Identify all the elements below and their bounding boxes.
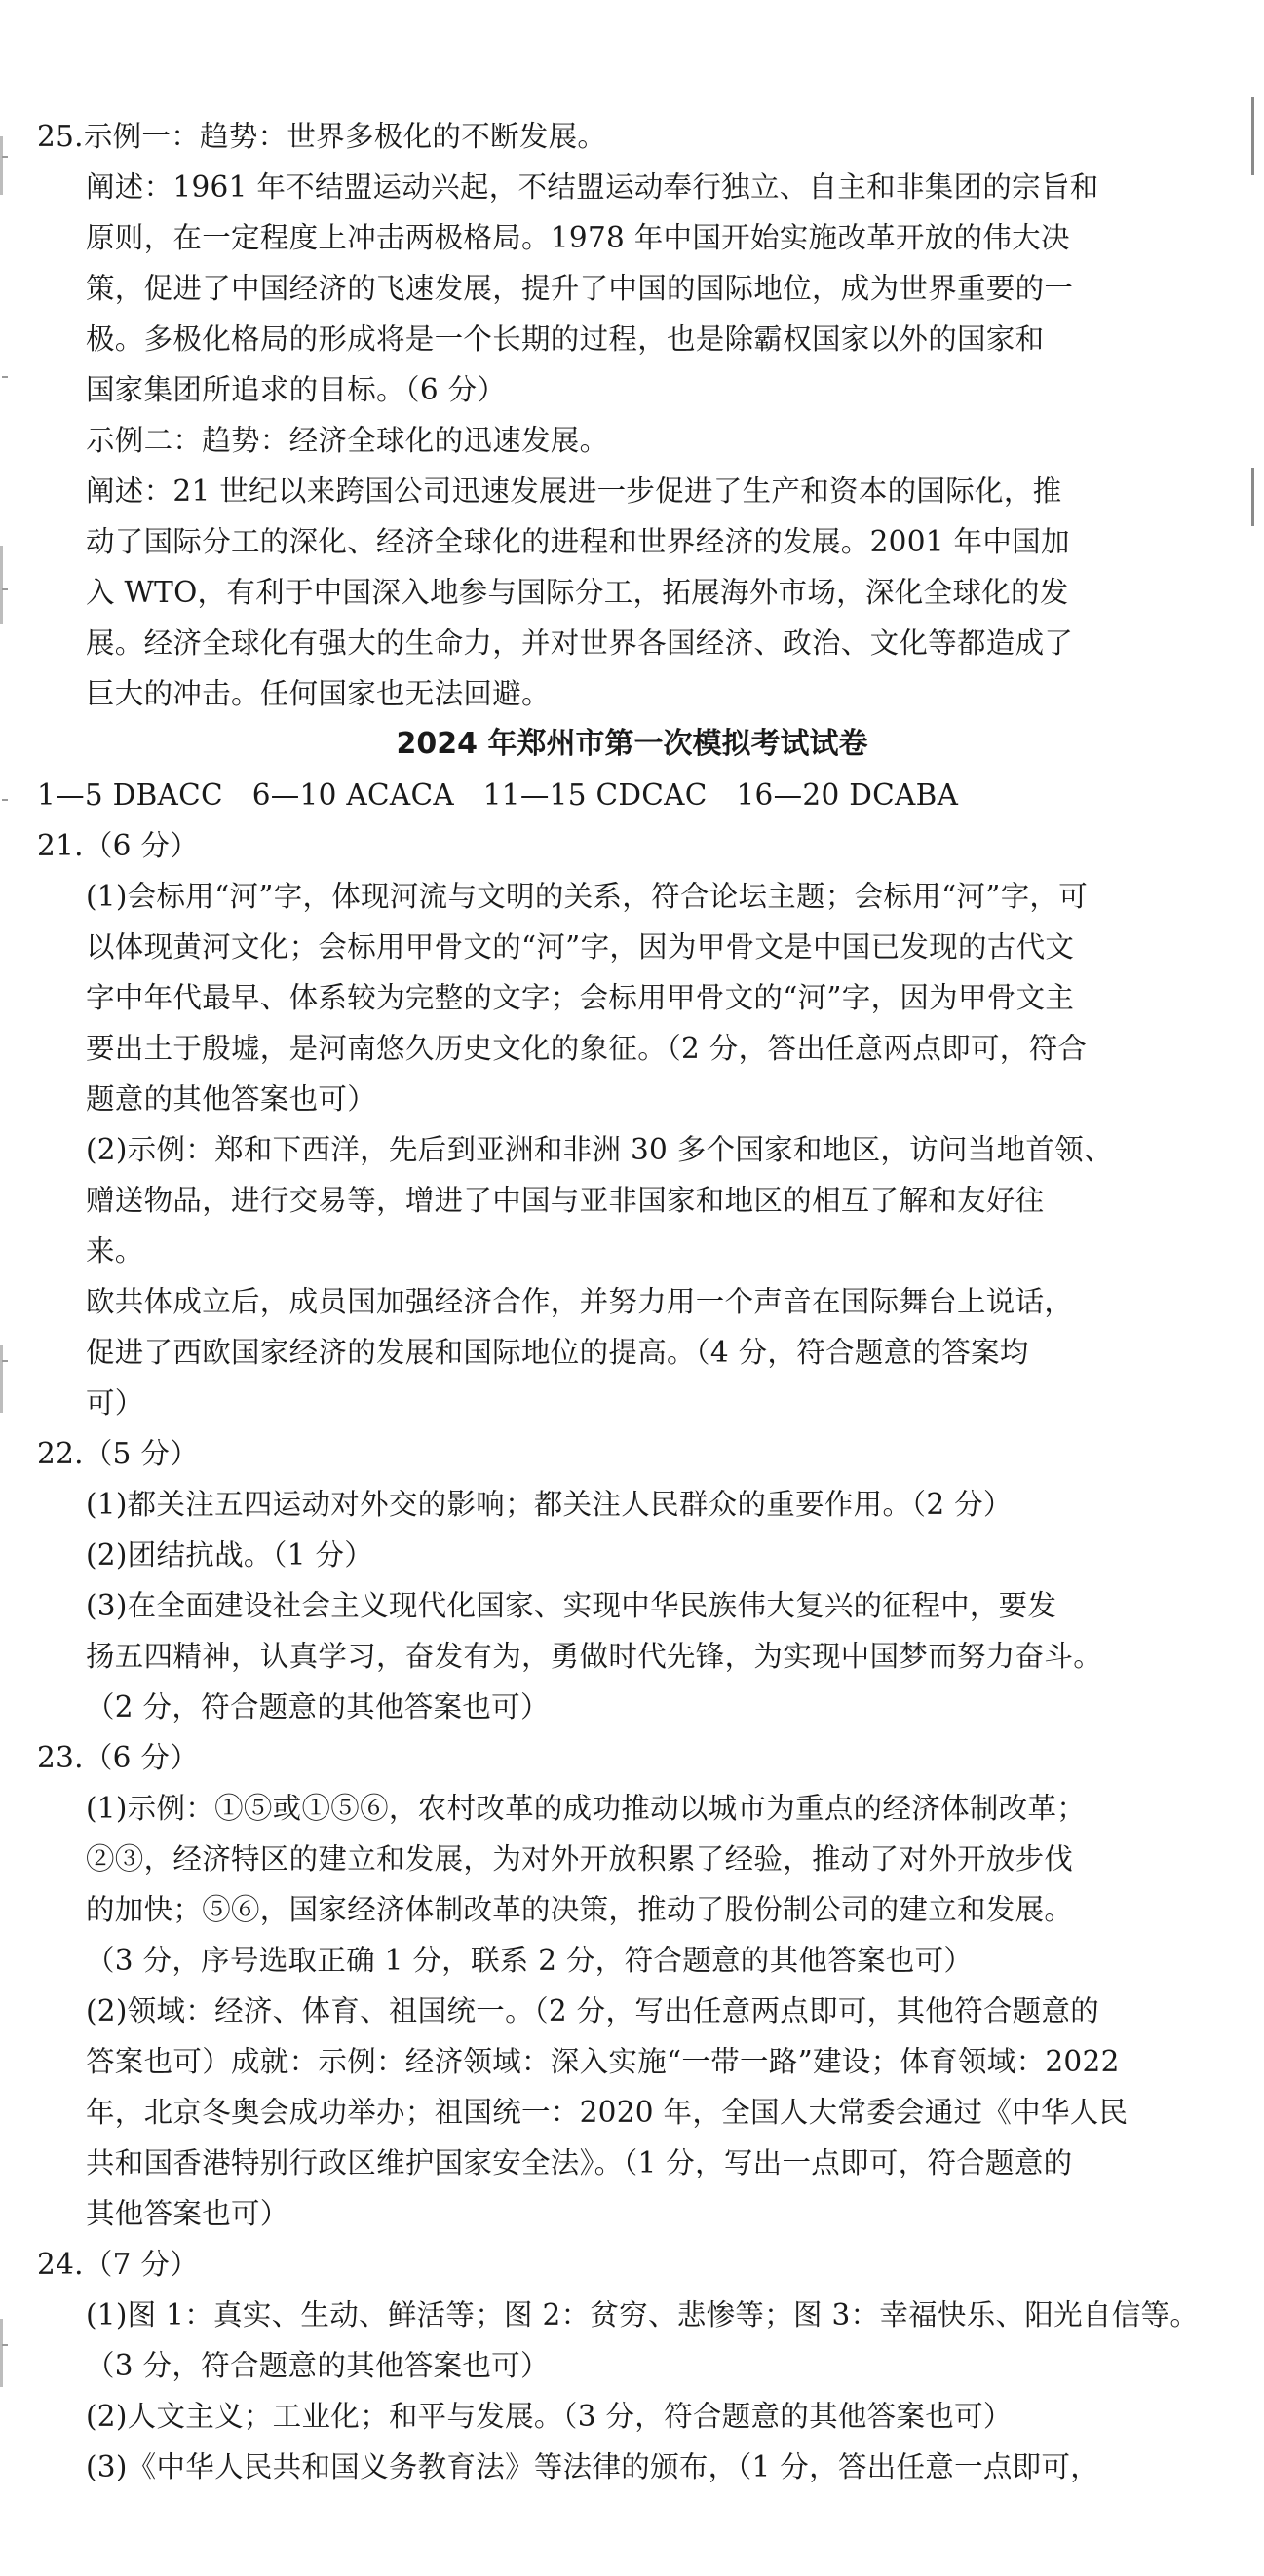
q23-line: 的加快；⑤⑥，国家经济体制改革的决策，推动了股份制公司的建立和发展。	[86, 1893, 1074, 1926]
q23-line: 年，北京冬奥会成功举办；祖国统一：2020 年，全国人大常委会通过《中华人民	[86, 2096, 1129, 2129]
q23-line: 共和国香港特别行政区维护国家安全法》。（1 分，写出一点即可，符合题意的	[86, 2146, 1073, 2179]
q21-part2-line: 可）	[86, 1386, 144, 1420]
q25-para2-line: 展。经济全球化有强大的生命力，并对世界各国经济、政治、文化等都造成了	[86, 626, 1074, 660]
q22-line: (2)团结抗战。（1 分）	[86, 1538, 374, 1572]
q24-title: 24.（7 分）	[37, 2248, 199, 2281]
q21-part2-line: 赠送物品，进行交易等，增进了中国与亚非国家和地区的相互了解和友好往	[86, 1184, 1045, 1217]
q23-line: 其他答案也可）	[86, 2197, 289, 2230]
exam-heading: 2024 年郑州市第一次模拟考试试卷	[396, 727, 868, 761]
q25-para2-line: 动了国际分工的深化、经济全球化的进程和世界经济的发展。2001 年中国加	[86, 525, 1070, 558]
q22-line: (1)都关注五四运动对外交的影响；都关注人民群众的重要作用。（2 分）	[86, 1488, 1013, 1521]
q25-example2: 示例二：趋势：经济全球化的迅速发展。	[86, 424, 609, 457]
q23-line: (2)领域：经济、体育、祖国统一。（2 分，写出任意两点即可，其他符合题意的	[86, 1994, 1100, 2027]
q21-part1-line: 以体现黄河文化；会标用甲骨文的“河”字，因为甲骨文是中国已发现的古代文	[86, 930, 1075, 964]
q22-line: (3)在全面建设社会主义现代化国家、实现中华民族伟大复兴的征程中，要发	[86, 1589, 1057, 1622]
q25-para1-line: 策，促进了中国经济的飞速发展，提升了中国的国际地位，成为世界重要的一	[86, 272, 1074, 305]
q25-para1-line: 原则，在一定程度上冲击两极格局。1978 年中国开始实施改革开放的伟大决	[86, 221, 1070, 254]
q22-line: （2 分，符合题意的其他答案也可）	[86, 1690, 550, 1724]
q25-para1-line: 阐述：1961 年不结盟运动兴起，不结盟运动奉行独立、自主和非集团的宗旨和	[86, 170, 1099, 204]
q24-line: (1)图 1：真实、生动、鲜活等；图 2：贫穷、悲惨等；图 3：幸福快乐、阳光自信等。	[86, 2298, 1200, 2331]
q21-title: 21.（6 分）	[37, 829, 199, 862]
q24-line: （3 分，符合题意的其他答案也可）	[86, 2349, 550, 2382]
q23-title: 23.（6 分）	[37, 1741, 199, 1774]
binding-edge-dot	[2, 156, 8, 158]
q24-line: (3)《中华人民共和国义务教育法》等法律的颁布，（1 分，答出任意一点即可，	[86, 2450, 1100, 2483]
q23-line: （3 分，序号选取正确 1 分，联系 2 分，符合题意的其他答案也可）	[86, 1944, 974, 1977]
binding-edge-mark	[0, 1345, 3, 1413]
q23-line: ②③，经济特区的建立和发展，为对外开放积累了经验，推动了对外开放步伐	[86, 1842, 1074, 1875]
q22-line: 扬五四精神，认真学习，奋发有为，勇做时代先锋，为实现中国梦而努力奋斗。	[86, 1640, 1103, 1673]
q21-part2-line: 来。	[86, 1234, 144, 1268]
q21-part2-line: 促进了西欧国家经济的发展和国际地位的提高。（4 分，符合题意的答案均	[86, 1336, 1029, 1369]
binding-edge-dot	[2, 799, 8, 801]
q24-line: (2)人文主义；工业化；和平与发展。（3 分，符合题意的其他答案也可）	[86, 2400, 1013, 2433]
q25-para2-line: 巨大的冲击。任何国家也无法回避。	[86, 677, 551, 710]
q23-line: 答案也可）成就：示例：经济领域：深入实施“一带一路”建设；体育领域：2022	[86, 2045, 1120, 2078]
q21-part2-line: (2)示例：郑和下西洋，先后到亚洲和非洲 30 多个国家和地区，访问当地首领、	[86, 1133, 1113, 1166]
binding-edge-dot	[2, 1360, 8, 1362]
choice-answers: 1—5 DBACC 6—10 ACACA 11—15 CDCAC 16—20 DCABA	[37, 778, 959, 812]
binding-edge-mark	[1251, 468, 1254, 526]
binding-edge-dot	[2, 2344, 8, 2346]
q21-part1-line: (1)会标用“河”字，体现河流与文明的关系，符合论坛主题；会标用“河”字，可	[86, 880, 1089, 913]
q21-part1-line: 要出土于殷墟，是河南悠久历史文化的象征。（2 分，答出任意两点即可，符合	[86, 1032, 1088, 1065]
q25-para1-line: 国家集团所追求的目标。（6 分）	[86, 373, 507, 406]
q25-para2-line: 入 WTO，有利于中国深入地参与国际分工，拓展海外市场，深化全球化的发	[86, 576, 1069, 609]
binding-edge-dot	[2, 376, 8, 378]
q21-part1-line: 题意的其他答案也可）	[86, 1082, 377, 1116]
q25-para1-line: 极。多极化格局的形成将是一个长期的过程，也是除霸权国家以外的国家和	[86, 322, 1045, 356]
q25-para2-line: 阐述：21 世纪以来跨国公司迅速发展进一步促进了生产和资本的国际化，推	[86, 474, 1062, 508]
binding-edge-dot	[2, 588, 8, 590]
q22-title: 22.（5 分）	[37, 1437, 199, 1470]
q25-title: 25.示例一：趋势：世界多极化的不断发展。	[37, 120, 607, 153]
binding-edge-mark	[0, 2319, 3, 2387]
binding-edge-mark	[0, 546, 3, 624]
binding-edge-mark	[1251, 97, 1254, 175]
q21-part2-line: 欧共体成立后，成员国加强经济合作，并努力用一个声音在国际舞台上说话，	[86, 1285, 1074, 1318]
binding-edge-mark	[0, 136, 3, 195]
q21-part1-line: 字中年代最早、体系较为完整的文字；会标用甲骨文的“河”字，因为甲骨文主	[86, 981, 1075, 1014]
q23-line: (1)示例：①⑤或①⑤⑥，农村改革的成功推动以城市为重点的经济体制改革；	[86, 1792, 1087, 1825]
